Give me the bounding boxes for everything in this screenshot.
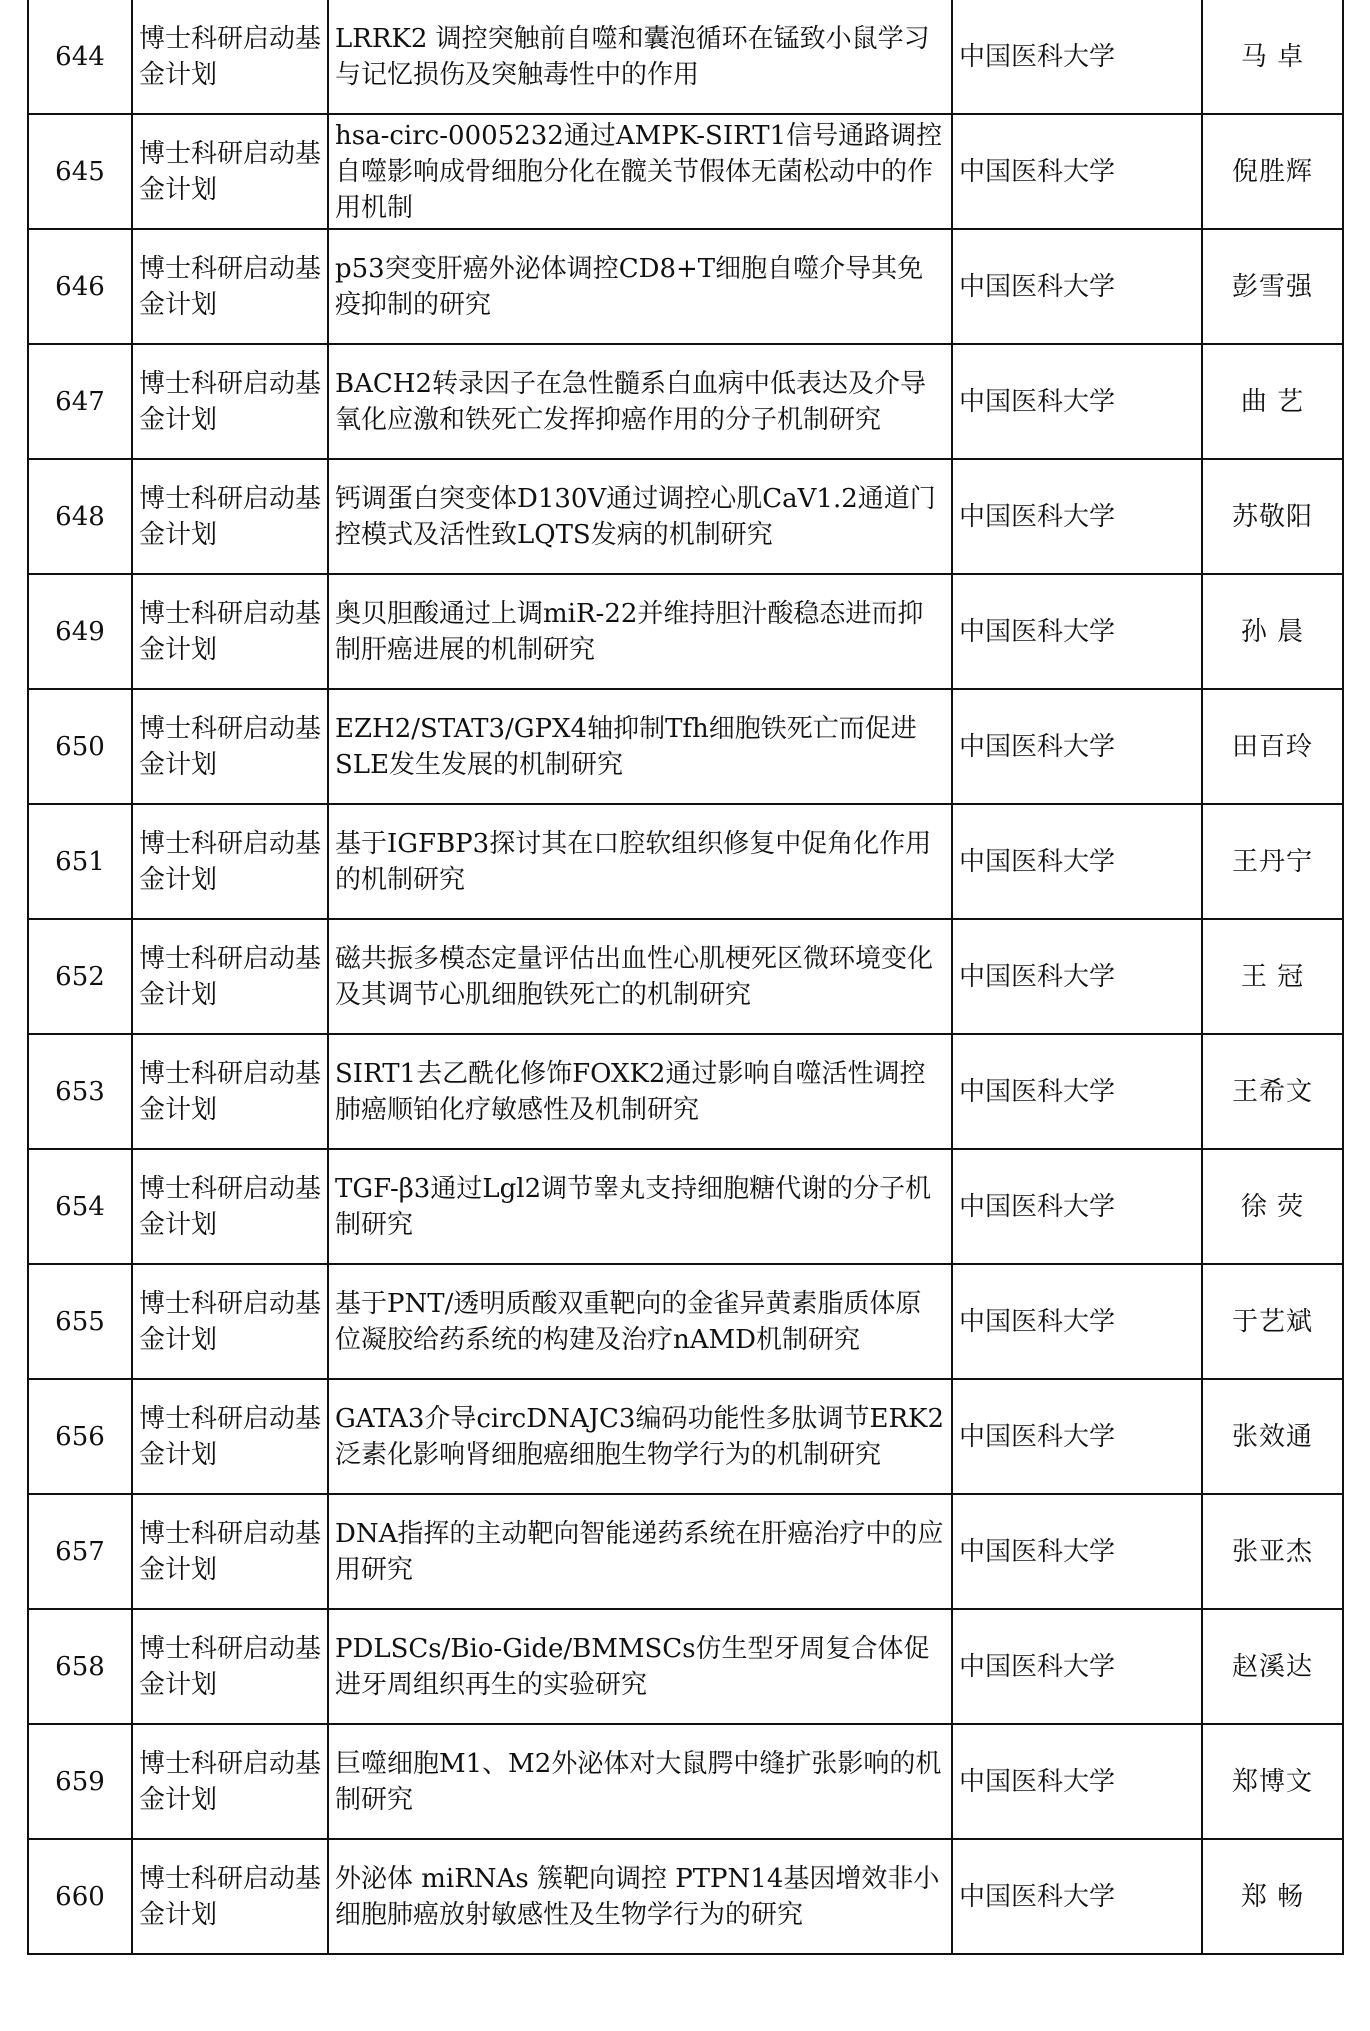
program-type-cell: 博士科研启动基金计划 (132, 0, 328, 114)
table-row (28, 689, 1343, 804)
row-number-cell: 657 (28, 1494, 132, 1609)
table-row (28, 229, 1343, 344)
investigator-name-cell: 苏敬阳 (1202, 459, 1343, 574)
program-type-cell: 博士科研启动基金计划 (132, 1264, 328, 1379)
institution-cell: 中国医科大学 (952, 804, 1202, 919)
institution-cell: 中国医科大学 (952, 1149, 1202, 1264)
row-number-cell: 656 (28, 1379, 132, 1494)
project-title-cell: EZH2/STAT3/GPX4轴抑制Tfh细胞铁死亡而促进SLE发生发展的机制研究 (328, 689, 952, 804)
investigator-name-cell: 郑博文 (1202, 1724, 1343, 1839)
project-table (27, 0, 1344, 1955)
table-row (28, 114, 1343, 229)
project-title-cell: p53突变肝癌外泌体调控CD8+T细胞自噬介导其免疫抑制的研究 (328, 229, 952, 344)
table-row (28, 0, 1343, 114)
investigator-name-cell: 郑 畅 (1202, 1839, 1343, 1954)
row-number-cell: 644 (28, 0, 132, 114)
institution-cell: 中国医科大学 (952, 459, 1202, 574)
project-title-cell: BACH2转录因子在急性髓系白血病中低表达及介导氧化应激和铁死亡发挥抑癌作用的分子机制研究 (328, 344, 952, 459)
project-title-cell: DNA指挥的主动靶向智能递药系统在肝癌治疗中的应用研究 (328, 1494, 952, 1609)
table-row (28, 1609, 1343, 1724)
institution-cell: 中国医科大学 (952, 919, 1202, 1034)
program-type-cell: 博士科研启动基金计划 (132, 344, 328, 459)
table-row (28, 344, 1343, 459)
program-type-cell: 博士科研启动基金计划 (132, 574, 328, 689)
project-title-cell: 外泌体 miRNAs 簇靶向调控 PTPN14基因增效非小细胞肺癌放射敏感性及生物学行为的研究 (328, 1839, 952, 1954)
row-number-cell: 650 (28, 689, 132, 804)
table-row (28, 1494, 1343, 1609)
row-number-cell: 647 (28, 344, 132, 459)
table-row (28, 1264, 1343, 1379)
investigator-name-cell: 彭雪强 (1202, 229, 1343, 344)
institution-cell: 中国医科大学 (952, 689, 1202, 804)
row-number-cell: 653 (28, 1034, 132, 1149)
institution-cell: 中国医科大学 (952, 1494, 1202, 1609)
program-type-cell: 博士科研启动基金计划 (132, 1724, 328, 1839)
project-title-cell: LRRK2 调控突触前自噬和囊泡循环在锰致小鼠学习与记忆损伤及突触毒性中的作用 (328, 0, 952, 114)
project-title-cell: PDLSCs/Bio-Gide/BMMSCs仿生型牙周复合体促进牙周组织再生的实验研究 (328, 1609, 952, 1724)
table-row (28, 574, 1343, 689)
project-title-cell: 磁共振多模态定量评估出血性心肌梗死区微环境变化及其调节心肌细胞铁死亡的机制研究 (328, 919, 952, 1034)
project-title-cell: SIRT1去乙酰化修饰FOXK2通过影响自噬活性调控肺癌顺铂化疗敏感性及机制研究 (328, 1034, 952, 1149)
institution-cell: 中国医科大学 (952, 1839, 1202, 1954)
table-row (28, 1839, 1343, 1954)
investigator-name-cell: 赵溪达 (1202, 1609, 1343, 1724)
institution-cell: 中国医科大学 (952, 1034, 1202, 1149)
project-title-cell: 钙调蛋白突变体D130V通过调控心肌CaV1.2通道门控模式及活性致LQTS发病的机制研究 (328, 459, 952, 574)
table-row (28, 804, 1343, 919)
project-table-body (28, 0, 1343, 1954)
institution-cell: 中国医科大学 (952, 229, 1202, 344)
row-number-cell: 659 (28, 1724, 132, 1839)
program-type-cell: 博士科研启动基金计划 (132, 689, 328, 804)
row-number-cell: 646 (28, 229, 132, 344)
institution-cell: 中国医科大学 (952, 344, 1202, 459)
row-number-cell: 655 (28, 1264, 132, 1379)
project-title-cell: 巨噬细胞M1、M2外泌体对大鼠腭中缝扩张影响的机制研究 (328, 1724, 952, 1839)
institution-cell: 中国医科大学 (952, 0, 1202, 114)
program-type-cell: 博士科研启动基金计划 (132, 804, 328, 919)
row-number-cell: 658 (28, 1609, 132, 1724)
program-type-cell: 博士科研启动基金计划 (132, 1379, 328, 1494)
row-number-cell: 645 (28, 114, 132, 229)
project-title-cell: 基于PNT/透明质酸双重靶向的金雀异黄素脂质体原位凝胶给药系统的构建及治疗nAMD机制研究 (328, 1264, 952, 1379)
row-number-cell: 654 (28, 1149, 132, 1264)
table-row (28, 1034, 1343, 1149)
institution-cell: 中国医科大学 (952, 1724, 1202, 1839)
row-number-cell: 660 (28, 1839, 132, 1954)
table-row (28, 1379, 1343, 1494)
project-title-cell: TGF-β3通过Lgl2调节睾丸支持细胞糖代谢的分子机制研究 (328, 1149, 952, 1264)
investigator-name-cell: 王 冠 (1202, 919, 1343, 1034)
investigator-name-cell: 王丹宁 (1202, 804, 1343, 919)
table-row (28, 459, 1343, 574)
project-title-cell: 奥贝胆酸通过上调miR-22并维持胆汁酸稳态进而抑制肝癌进展的机制研究 (328, 574, 952, 689)
investigator-name-cell: 徐 荧 (1202, 1149, 1343, 1264)
institution-cell: 中国医科大学 (952, 1609, 1202, 1724)
table-row (28, 919, 1343, 1034)
program-type-cell: 博士科研启动基金计划 (132, 1149, 328, 1264)
investigator-name-cell: 张亚杰 (1202, 1494, 1343, 1609)
institution-cell: 中国医科大学 (952, 1264, 1202, 1379)
program-type-cell: 博士科研启动基金计划 (132, 1839, 328, 1954)
institution-cell: 中国医科大学 (952, 574, 1202, 689)
program-type-cell: 博士科研启动基金计划 (132, 459, 328, 574)
row-number-cell: 652 (28, 919, 132, 1034)
program-type-cell: 博士科研启动基金计划 (132, 114, 328, 229)
program-type-cell: 博士科研启动基金计划 (132, 1609, 328, 1724)
row-number-cell: 649 (28, 574, 132, 689)
investigator-name-cell: 马 卓 (1202, 0, 1343, 114)
institution-cell: 中国医科大学 (952, 114, 1202, 229)
project-title-cell: GATA3介导circDNAJC3编码功能性多肽调节ERK2泛素化影响肾细胞癌细胞生物学行为的机制研究 (328, 1379, 952, 1494)
institution-cell: 中国医科大学 (952, 1379, 1202, 1494)
program-type-cell: 博士科研启动基金计划 (132, 1034, 328, 1149)
investigator-name-cell: 张效通 (1202, 1379, 1343, 1494)
investigator-name-cell: 孙 晨 (1202, 574, 1343, 689)
table-row (28, 1149, 1343, 1264)
table-row (28, 1724, 1343, 1839)
investigator-name-cell: 田百玲 (1202, 689, 1343, 804)
project-title-cell: 基于IGFBP3探讨其在口腔软组织修复中促角化作用的机制研究 (328, 804, 952, 919)
investigator-name-cell: 曲 艺 (1202, 344, 1343, 459)
program-type-cell: 博士科研启动基金计划 (132, 1494, 328, 1609)
project-title-cell: hsa-circ-0005232通过AMPK-SIRT1信号通路调控自噬影响成骨细胞分化在髋关节假体无菌松动中的作用机制 (328, 114, 952, 229)
investigator-name-cell: 于艺斌 (1202, 1264, 1343, 1379)
row-number-cell: 651 (28, 804, 132, 919)
investigator-name-cell: 倪胜辉 (1202, 114, 1343, 229)
program-type-cell: 博士科研启动基金计划 (132, 229, 328, 344)
program-type-cell: 博士科研启动基金计划 (132, 919, 328, 1034)
row-number-cell: 648 (28, 459, 132, 574)
investigator-name-cell: 王希文 (1202, 1034, 1343, 1149)
